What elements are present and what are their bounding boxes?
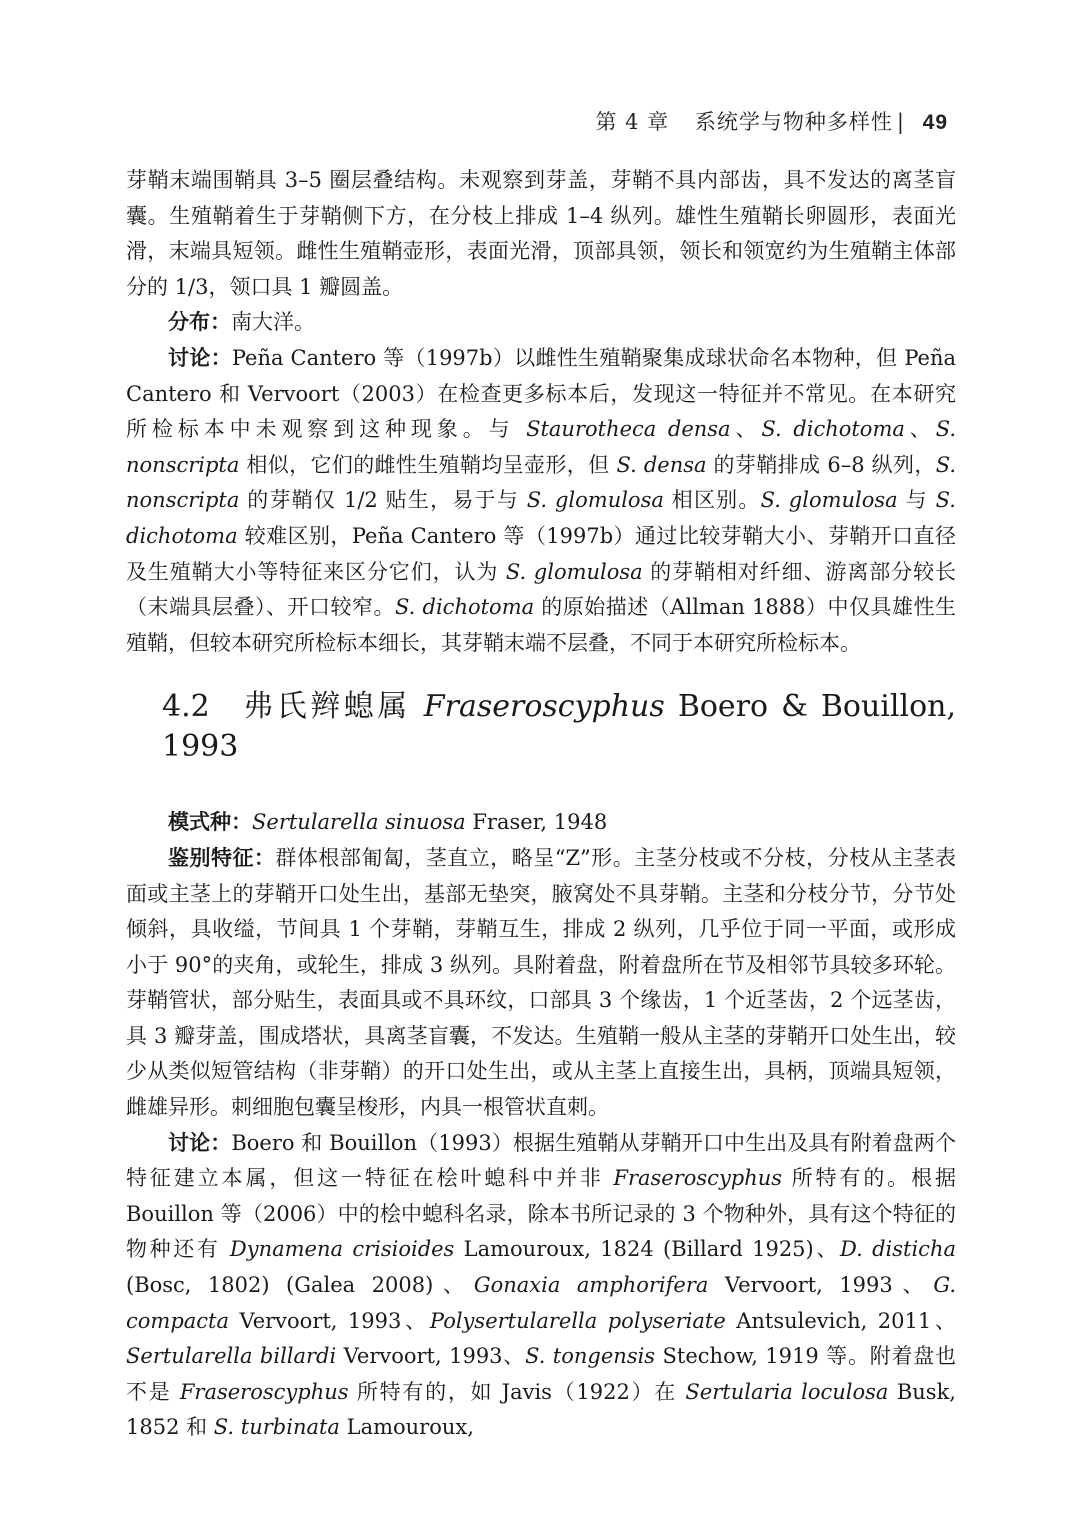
chapter-title: 系统学与物种多样性 [694, 110, 893, 134]
species-name: Fraseroscyphus [613, 1166, 783, 1191]
page-body [126, 163, 956, 1446]
diagnosis-label: 鉴别特征： [168, 845, 276, 870]
page-number: 49 [922, 111, 948, 134]
species-name: Sertularia loculosa [685, 1379, 889, 1404]
paragraph-continuation: 芽鞘末端围鞘具 3–5 圈层叠结构。未观察到芽盖，芽鞘不具内部齿，具不发达的离茎盲囊。生殖鞘着生于芽鞘侧下方，在分枝上排成 1–4 纵列。雄性生殖鞘长卵圆形，表面光滑，末端具短领。雌性生殖鞘壶形，表面光滑，顶部具领，领长和领宽约为生殖鞘主体部分的 1/3，领口具 1 瓣圆盖。 [126, 168, 956, 299]
species-name: S. dichotoma [126, 488, 956, 548]
species-name: D. disticha [840, 1237, 956, 1262]
species-name: S. glomulosa [760, 488, 898, 513]
type-species-name: Sertularella sinuosa [252, 810, 466, 835]
species-name: S. dichotoma [761, 417, 905, 442]
type-species-paragraph [126, 805, 956, 841]
diagnosis-text: 群体根部匍匐，茎直立，略呈“Z”形。主茎分枝或不分枝，分枝从主茎表面或主茎上的芽鞘开口处生出，基部无垫突，腋窝处不具芽鞘。主茎和分枝分节，分节处倾斜，具收缢，节间具 1 个芽鞘，芽鞘互生，排成 2 纵列，几乎位于同一平面，或形成小于 90°的夹角，或轮生，排成 3 纵列。具附着盘，附着盘所在节及相邻节具较多环轮。芽鞘管状，部分贴生，表面具或不具环纹，口部具 3 个缘齿，1 个近茎齿，2 个远茎齿，具 3 瓣芽盖，围成塔状，具离茎盲囊，不发达。生殖鞘一般从主茎的芽鞘开口处生出，较少从类似短管结构（非芽鞘）的开口处生出，或从主茎上直接生出，具柄，顶端具短领，雌雄异形。刺细胞包囊呈梭形，内具一根管状直刺。 [126, 845, 956, 1120]
species-name: S. tongensis [525, 1344, 656, 1369]
species-name: S. glomulosa [526, 488, 664, 513]
species-name: G. compacta [126, 1273, 957, 1333]
section-heading [162, 687, 956, 767]
discussion-paragraph-2: 讨论：Boero 和 Bouillon（1993）根据生殖鞘从芽鞘开口中生出及具有附着盘两个特征建立本属，但这一特征在桧叶螅科中并非 Fraseroscyphus 所特有的。根据 Bouillon 等（2006）中的桧中螅科名录，除本书所记录的 3 个物种外，具有这个特征的物种还有 Dynamena crisioides Lamouroux, 1824 (Billard 1925)、D. disticha (Bosc, 1802) (Galea 2008)、Gonaxia amphorifera Vervoort, 1993、G. compacta Vervoort, 1993、Polysertularella polyseriate Antsulevich, 2011、Sertularella billardi Vervoort, 1993、S. tongensis Stechow, 1919 等。附着盘也不是 Fraseroscyphus 所特有的，如 Javis（1922）在 Sertularia loculosa Busk, 1852 和 S. turbinata Lamouroux, [126, 1130, 957, 1440]
species-name: S. turbinata [213, 1415, 340, 1440]
section-number: 4.2 [162, 689, 210, 725]
species-name: S. nonscripta [126, 452, 957, 513]
species-name: S. nonscripta [126, 417, 957, 477]
type-species-author: Fraser, 1948 [472, 810, 608, 835]
species-name: Dynamena crisioides [229, 1237, 455, 1262]
distribution-paragraph [126, 305, 956, 341]
discussion-label: 讨论： [168, 1130, 232, 1155]
species-name: S. glomulosa [505, 559, 643, 584]
distribution-label: 分布： [168, 310, 231, 335]
species-name: Fraseroscyphus [179, 1379, 349, 1404]
discussion-paragraph-1: 讨论：Peña Cantero 等（1997b）以雌性生殖鞘聚集成球状命名本物种，但 Peña Cantero 和 Vervoort（2003）在检查更多标本后，发现这一特征并不常见。在本研究所检标本中未观察到这种现象。与 Staurotheca densa、S. dichotoma、S. nonscripta 相似，它们的雌性生殖鞘均呈壶形，但 S. densa 的芽鞘排成 6–8 纵列，S. nonscripta 的芽鞘仅 1/2 贴生，易于与 S. glomulosa 相区别。S. glomulosa 与 S. dichotoma 较难区别，Peña Cantero 等（1997b）通过比较芽鞘大小、芽鞘开口直径及生殖鞘大小等特征来区分它们，认为 S. glomulosa 的芽鞘相对纤细、游离部分较长（末端具层叠）、开口较窄。S. dichotoma 的原始描述（Allman 1888）中仅具雄性生殖鞘，但较本研究所检标本细长，其芽鞘末端不层叠，不同于本研究所检标本。 [126, 345, 957, 655]
species-name: Sertularella billardi [126, 1344, 337, 1369]
species-name: S. dichotoma [395, 595, 535, 620]
discussion-label: 讨论： [168, 345, 232, 370]
species-name: Polysertularella polyseriate [429, 1308, 726, 1333]
species-name: Gonaxia amphorifera [473, 1273, 709, 1298]
genus-name: Fraseroscyphus [423, 689, 665, 725]
running-header [595, 106, 948, 136]
genus-chinese-name: 弗氏辫螅属 [239, 689, 411, 725]
species-name: S. densa [616, 452, 707, 477]
diagnosis-paragraph [126, 841, 956, 1126]
header-separator: | [896, 110, 905, 134]
distribution-text: 南大洋。 [231, 310, 315, 335]
chapter-label: 第 4 章 [595, 110, 670, 134]
genus-author: Boero & Bouillon, 1993 [162, 689, 957, 765]
species-name: Staurotheca densa [526, 417, 731, 442]
type-species-label: 模式种： [168, 810, 252, 835]
